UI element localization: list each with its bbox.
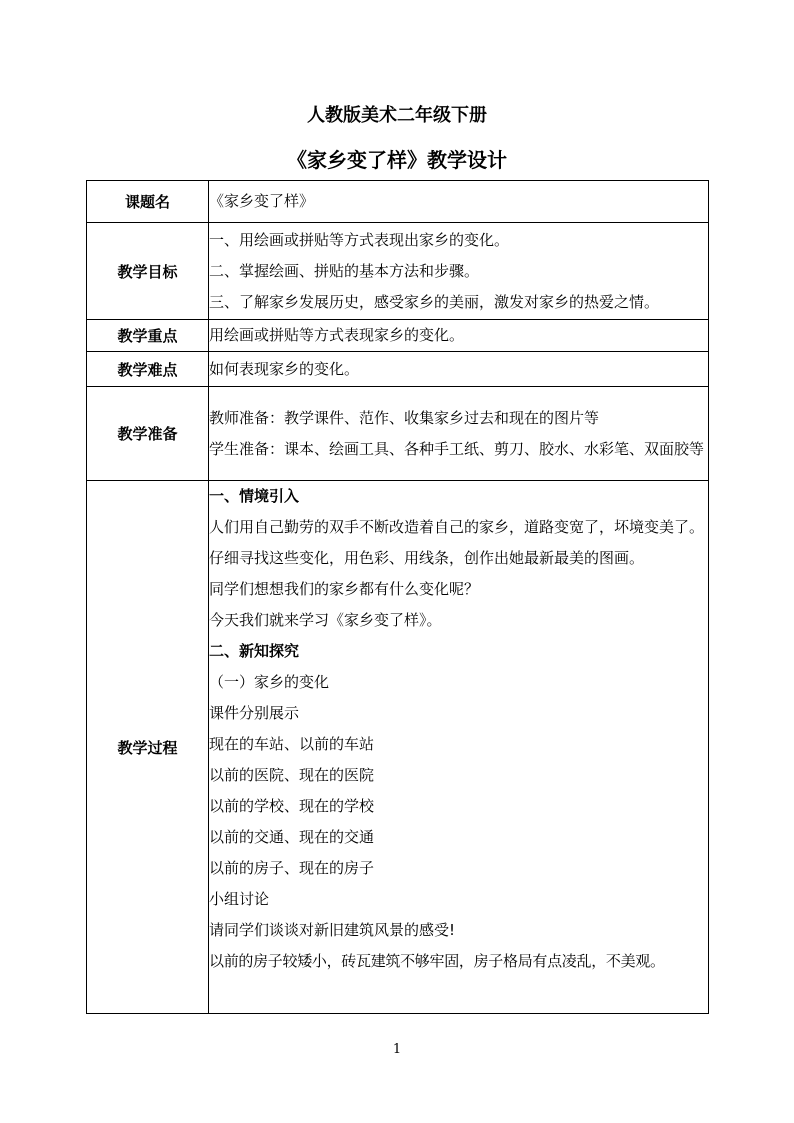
discussion-prompt: 请同学们谈谈对新旧建筑风景的感受!: [209, 921, 456, 939]
value-key-point: [209, 320, 709, 352]
doc-title-line1: 人教版美术二年级下册: [307, 105, 487, 126]
label-preparation: 教学准备: [87, 387, 209, 481]
page-number: 1: [392, 1042, 402, 1057]
section1-question: 同学们想想我们的家乡都有什么变化呢？: [209, 580, 480, 598]
group-discussion: 小组讨论: [209, 890, 270, 908]
comparison-item: 以前的医院、现在的医院: [209, 766, 375, 784]
topic-text: 《家乡变了样》: [209, 192, 315, 210]
label-key-point: 教学重点: [87, 320, 209, 352]
value-preparation: [209, 387, 709, 481]
doc-title-line2: 《家乡变了样》教学设计: [287, 148, 507, 172]
comparison-item: 以前的学校、现在的学校: [209, 797, 375, 815]
teacher-preparation: 教师准备：教学课件、范作、收集家乡过去和现在的图片等: [209, 408, 600, 427]
key-point-text: 用绘画或拼贴等方式表现家乡的变化。: [209, 326, 465, 344]
row-key-point: [87, 320, 709, 352]
subsection1-heading: （一）家乡的变化: [209, 673, 330, 691]
comparison-item: 现在的车站、以前的车站: [209, 735, 375, 753]
discussion-answer: 以前的房子较矮小，砖瓦建筑不够牢固，房子格局有点凌乱，不美观。: [209, 952, 665, 970]
row-difficulty: [87, 352, 709, 387]
row-topic: [87, 181, 709, 223]
row-preparation: [87, 387, 709, 481]
value-topic: [209, 181, 709, 223]
row-process: [87, 481, 709, 1014]
objective-item: 一、用绘画或拼贴等方式表现出家乡的变化。: [209, 230, 510, 249]
row-objectives: [87, 223, 709, 320]
value-objectives: [209, 223, 709, 320]
label-difficulty: 教学难点: [87, 352, 209, 387]
objective-item: 三、了解家乡发展历史，感受家乡的美丽，激发对家乡的热爱之情。: [209, 292, 660, 311]
value-difficulty: [209, 352, 709, 387]
difficulty-text: 如何表现家乡的变化。: [209, 359, 360, 378]
section1-paragraph: 人们用自己勤劳的双手不断改造着自己的家乡，道路变宽了，坏境变美了。仔细寻找这些变化，用色彩、用线条，创作出她最新最美的图画。: [209, 518, 705, 567]
section2-heading: 二、新知探究: [209, 642, 300, 660]
label-objectives: 教学目标: [87, 223, 209, 320]
student-preparation: 学生准备：课本、绘画工具、各种手工纸、剪刀、胶水、水彩笔、双面胶等: [209, 439, 705, 458]
label-topic: 课题名: [87, 181, 209, 223]
section1-heading: 一、情境引入: [209, 487, 300, 505]
courseware-show: 课件分别展示: [209, 704, 300, 722]
section1-intro: 今天我们就来学习《家乡变了样》。: [209, 611, 442, 629]
comparison-item: 以前的交通、现在的交通: [209, 828, 375, 846]
label-process: 教学过程: [87, 481, 209, 1014]
objective-item: 二、掌握绘画、拼贴的基本方法和步骤。: [209, 261, 480, 280]
comparison-item: 以前的房子、现在的房子: [209, 859, 375, 877]
value-process: [209, 481, 709, 1014]
lesson-plan-table: [86, 180, 709, 1014]
